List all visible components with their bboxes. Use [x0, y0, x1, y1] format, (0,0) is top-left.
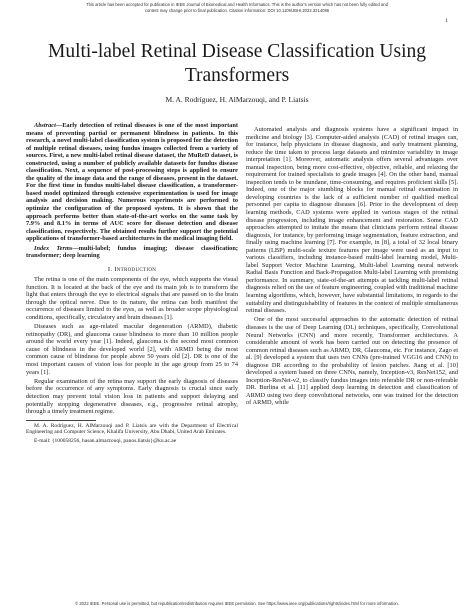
abstract — [26, 122, 238, 243]
right-column — [246, 126, 458, 409]
index-terms-lead: Index Terms — [34, 244, 73, 252]
page-number: 1 — [445, 18, 448, 24]
index-terms-text: —multi-label; fundus imaging; disease classification; transformer; deep learning — [26, 244, 238, 260]
intro-paragraph-2: Diseases such as age-related macular degeneration (ARMD), diabetic retinopathy (DR), and glaucoma cause blindness to more than 10 million people around the world every year [1]. Indeed, glaucoma is the second most common cause of blindness in the developed world [2], with ARMD being the most common cause of blindness for people above 50 years old [2]. DR is one of the most important causes of vision loss for people in the age group from 25 to 74 years [1]. — [26, 323, 238, 376]
title-line-2: Transformers — [184, 65, 290, 86]
paper-title — [0, 40, 474, 88]
intro-paragraph-3: Regular examination of the retina may support the early diagnosis of diseases before the occurrence of any symptoms. Early diagnosis is crucial since early detection may prevent total vision loss in patients and support delaying and potentially stopping degenerative diseases, e.g., progressive retinal atrophy, through a timely treatment regime. — [26, 377, 238, 416]
footnote-divider — [26, 420, 96, 421]
footnote-email: E-mail: {100058256, hasan.almarzouqi, panos.liatsis}@ku.ac.ae — [34, 437, 177, 444]
section-heading — [26, 266, 238, 274]
intro-paragraph-1: The retina is one of the main components of the eye, which supports the visual function. It is located at the back of the eye and its main job is to transform the light that enters through the eye to electrical signals that are passed on to the brain through the optical nerve. Due to its nature, the retina can both manifest the occurrence of diseases limited to the eyes, as well as broader scope physiological conditions, specifically, circulatory and brain diseases [1]. — [26, 276, 238, 321]
body-paragraph-1: Automated analysis and diagnosis systems have a significant impact in medicine and biology [3]. Computer-aided analysis (CAD) of retinal images can, for instance, help physicians in disease diagnosis, and early treatment planning, reduce the time taken to process large datasets and minimize variability in image interpretation [1]. Moreover, automatic analysis offers several advantages over manual inspection, being more cost-effective, objective, reliable, and relaxing the requirement for trained specialists to grade images [4]. On the other hand, manual inspection tends to be mundane, time-consuming, and requires proficient skills [5]. Indeed, one of the major stumbling blocks for manual retinal examination in developing countries is the lack of a sufficient number of qualified medical personnel per capita to diagnose diseases [6]. Prior to the development of deep learning methods, CAD systems were applied in various stages of the retinal disease progression, including image enhancement and restoration. Some CAD approaches attempted to imitate the means that clinicians perform retinal disease diagnosis, for instance, by performing image segmentation, feature extraction, and finally using machine learning [7]. For example, in [8], a total of 32 local binary patterns (LBP) multi-scale texture features per image were used as an input to various classifiers, including instance-based multi-label learning model, Multi-label Support Vector Machine Learning, Multi-label Learning neural network Radial Basis Function and Back-Propagation Multi-label Learning with promising performance. In summary, state-of-the-art attempts at tackling multi-label retinal diagnosis relied on the use of feature engineering, coupled with traditional machine learning algorithms, which, however, have substantial limitations, in regards to the suitability and distinguishability of features in the context of multiple simultaneous retinal diseases. — [246, 126, 458, 315]
footnote-affiliation: M. A. Rodríguez, H. AlMarzouqi and P. Liatsis are with the Department of Electrical Engineering and Computer Science, Khalifa University, Abu Dhabi, United Arab Emirates. — [26, 422, 238, 436]
banner-line-2: content may change prior to final publication. Citation information: DOI 10.1109/JBHI.2022.3214086 — [144, 7, 330, 13]
index-terms — [26, 245, 238, 260]
body-paragraph-2: One of the most successful approaches to the automatic detection of retinal diseases is the use of Deep Learning (DL) techniques, specifically, Convolutional Neural Networks (CNN) and more recently, Transformer architectures. A considerable amount of work has been carried out on detecting the presence of common retinal diseases such as ARMD, DR, Glaucoma, etc. For instance, Zago et al. [9] developed a system that uses two CNNs (pre-trained VGG16 and CNN) to diagnose DR according to the probability of lesion patches. Jiang et al. [10] developed a system based on three CNNs, namely, Inception-v3, ResNet152, and Inception-ResNet-v2, to classify fundus images into referable DR or non-referable DR. Burlina et al. [11] applied deep learning in detection and classification of ARMD using two deep convolutional networks, one was trained for the detection of ARMD, while — [246, 316, 458, 407]
abstract-text: —Early detection of retinal diseases is one of the most important means of preventing partial or permanent blindness in patients. In this research, a novel multi-label classification system is proposed for the detection of multiple retinal diseases, using fundus images collected from a variety of sources. First, a new multi-label retinal disease dataset, the MuReD dataset, is constructed, using a number of publicly available datasets for fundus disease classification. Next, a sequence of post-processing steps is applied to ensure the quality of the image data and the range of diseases, present in the dataset. For the first time in fundus multi-label disease classification, a transformer-based model optimized through extensive experimentation is used for image analysis and decision making. Numerous experiments are performed to optimize the configuration of the proposed system. It is shown that the approach performs better than state-of-the-art works on the same task by 7.9% and 8.1% in terms of AUC score for disease detection and disease classification, respectively. The obtained results further support the potential applications of transformer-based architectures in the medical imaging field. — [26, 122, 238, 243]
title-line-1: Multi-label Retinal Disease Classification Using — [47, 41, 426, 62]
author-list: M. A. Rodríguez, H. AlMarzouqi, and P. Liatsis — [165, 95, 309, 104]
left-column — [26, 122, 238, 446]
copyright-footer: © 2022 IEEE. Personal use is permitted, but republication/redistribution requires IEEE permission. See https://www.ieee.org/publications/rights/index.html for more information. — [75, 601, 399, 606]
banner-line-1: This article has been accepted for publication in IEEE Journal of Biomedical and Health Informatics. This is the author's version which has not been fully edited and — [86, 2, 388, 7]
journal-banner — [0, 2, 474, 13]
section-name: Introduction — [114, 265, 157, 273]
abstract-lead: Abstract — [34, 122, 56, 129]
section-numeral: I. — [107, 265, 113, 273]
